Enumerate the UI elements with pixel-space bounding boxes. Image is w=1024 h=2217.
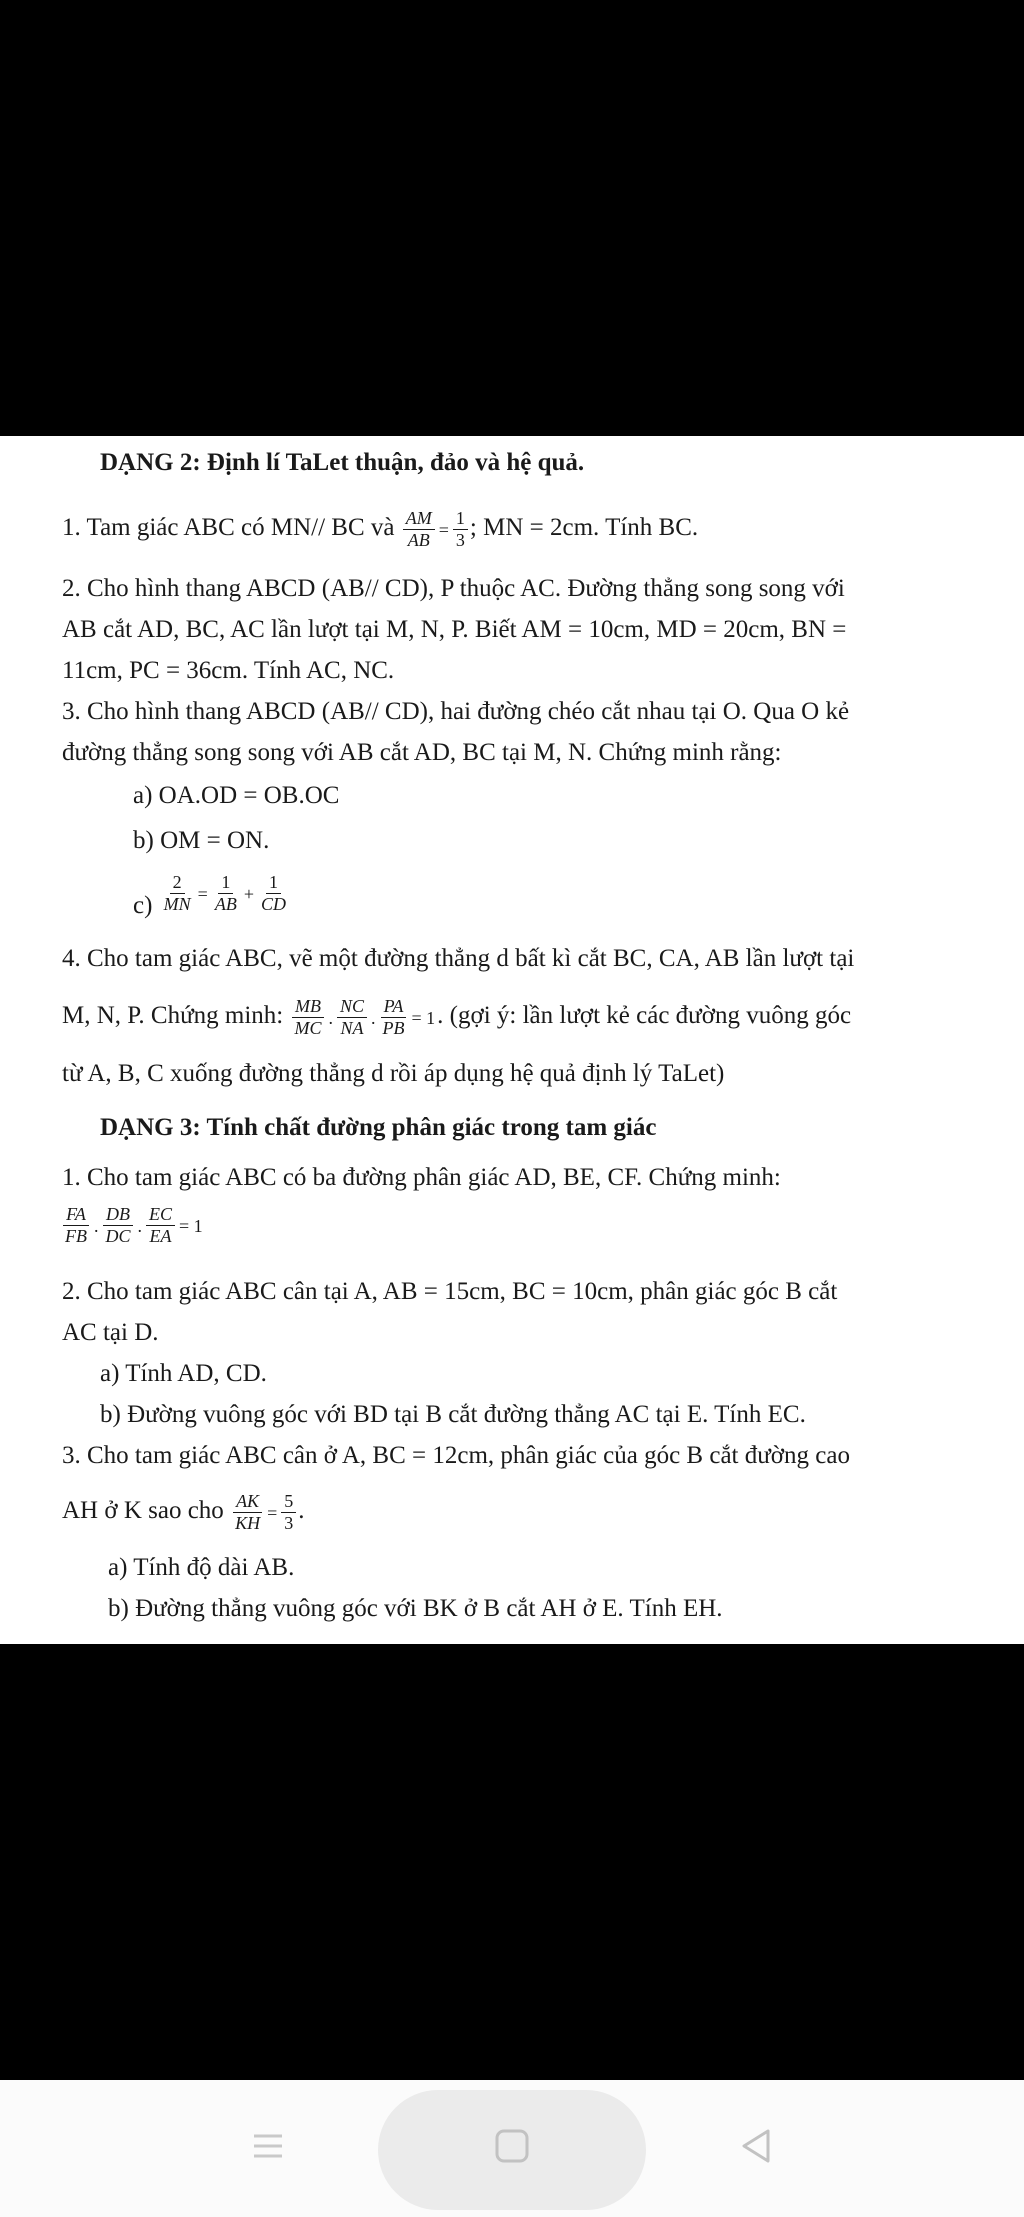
dang2-problem-2-line-2: AB cắt AD, BC, AC lần lượt tại M, N, P. Biết AM = 10cm, MD = 20cm, BN = xyxy=(62,616,847,643)
numerator: 1 xyxy=(218,872,233,894)
denominator: AB xyxy=(407,530,430,550)
dang2-problem-2-line-3: 11cm, PC = 36cm. Tính AC, NC. xyxy=(62,657,395,684)
plus-sign: + xyxy=(243,883,254,904)
denominator: DC xyxy=(105,1226,131,1246)
fraction-1-ab xyxy=(212,872,240,915)
fraction-1-cd xyxy=(258,872,289,915)
dot-operator: . xyxy=(371,1007,376,1028)
text: ; MN = 2cm. Tính BC. xyxy=(469,514,699,542)
navigation-bar xyxy=(0,2080,1024,2217)
fraction-5-3 xyxy=(281,1491,296,1534)
text: . (gợi ý: lần lượt kẻ các đường vuông góc xyxy=(437,1002,852,1030)
dang3-problem-3-part-a: a) Tính độ dài AB. xyxy=(108,1554,295,1581)
dang2-problem-3-part-b: b) OM = ON. xyxy=(133,827,270,854)
dang2-problem-2-line-1: 2. Cho hình thang ABCD (AB// CD), P thuộc AC. Đường thẳng song song với xyxy=(62,575,845,602)
back-icon[interactable] xyxy=(736,2126,776,2166)
denominator: PB xyxy=(382,1018,405,1038)
fraction-am-ab xyxy=(403,508,435,551)
numerator: 2 xyxy=(170,872,185,894)
numerator: 1 xyxy=(453,508,468,530)
fraction-nc-na xyxy=(337,996,367,1039)
equals-sign: = xyxy=(267,1502,278,1523)
fraction-fa-fb xyxy=(62,1204,90,1247)
fraction-1-3 xyxy=(453,508,468,551)
dot-operator: . xyxy=(328,1007,333,1028)
fraction-ec-ea xyxy=(146,1204,175,1247)
text: AH ở K sao cho xyxy=(62,1497,224,1525)
denominator: MC xyxy=(294,1018,322,1038)
dot-operator: . xyxy=(137,1215,143,1236)
home-icon[interactable] xyxy=(492,2126,532,2166)
fraction-2-mn xyxy=(161,872,194,915)
equals-sign: = xyxy=(438,519,449,540)
numerator: DB xyxy=(103,1204,133,1226)
dang2-problem-1 xyxy=(62,508,698,551)
dang3-problem-3-part-b: b) Đường thẳng vuông góc với BK ở B cắt AH ở E. Tính EH. xyxy=(108,1595,723,1622)
denominator: CD xyxy=(260,894,286,914)
denominator: EA xyxy=(149,1226,172,1246)
numerator: EC xyxy=(146,1204,175,1226)
dang3-problem-2-line-2: AC tại D. xyxy=(62,1319,159,1346)
numerator: MB xyxy=(292,996,324,1018)
dot-operator: . xyxy=(94,1215,99,1236)
dang2-problem-3-line-1: 3. Cho hình thang ABCD (AB// CD), hai đường chéo cắt nhau tại O. Qua O kẻ xyxy=(62,698,850,725)
dang3-problem-2-part-a: a) Tính AD, CD. xyxy=(100,1360,267,1387)
numerator: 1 xyxy=(266,872,281,894)
numerator: PA xyxy=(381,996,407,1018)
dang3-problem-3-line-1: 3. Cho tam giác ABC cân ở A, BC = 12cm, phân giác của góc B cắt đường cao xyxy=(62,1442,850,1469)
dang3-problem-2-line-1: 2. Cho tam giác ABC cân tại A, AB = 15cm, BC = 10cm, phân giác góc B cắt xyxy=(62,1278,838,1305)
denominator: FB xyxy=(65,1226,87,1246)
numerator: AK xyxy=(233,1491,262,1513)
numerator: NC xyxy=(337,996,367,1018)
dang3-heading: DẠNG 3: Tính chất đường phân giác trong tam giác xyxy=(100,1114,657,1141)
denominator: 3 xyxy=(455,530,465,550)
document-page xyxy=(0,436,1024,1644)
text: . xyxy=(298,1497,305,1525)
dang3-problem-1-line-1: 1. Cho tam giác ABC có ba đường phân giác AD, BE, CF. Chứng minh: xyxy=(62,1164,781,1191)
recent-apps-icon[interactable] xyxy=(248,2126,288,2166)
numerator: 5 xyxy=(281,1491,296,1513)
numerator: AM xyxy=(403,508,435,530)
dang2-problem-4-line-1: 4. Cho tam giác ABC, vẽ một đường thẳng d bất kì cắt BC, CA, AB lần lượt tại xyxy=(62,945,855,972)
dang3-problem-3-line-2 xyxy=(62,1491,304,1534)
dang2-heading: DẠNG 2: Định lí TaLet thuận, đảo và hệ quả. xyxy=(100,449,585,476)
fraction-pa-pb xyxy=(380,996,408,1039)
fraction-db-dc xyxy=(103,1204,134,1247)
text: M, N, P. Chứng minh: xyxy=(62,1002,284,1030)
denominator: NA xyxy=(340,1018,364,1038)
dang3-problem-2-part-b: b) Đường vuông góc với BD tại B cắt đường thẳng AC tại E. Tính EC. xyxy=(100,1401,806,1428)
denominator: AB xyxy=(214,894,237,914)
dang2-problem-3-part-a: a) OA.OD = OB.OC xyxy=(133,782,340,809)
dang2-problem-3-part-c xyxy=(133,872,291,923)
denominator: KH xyxy=(235,1513,261,1533)
fraction-mb-mc xyxy=(291,996,324,1039)
dang2-problem-4-line-2 xyxy=(62,996,851,1039)
equals-sign: = xyxy=(197,883,208,904)
numerator: FA xyxy=(63,1204,89,1226)
equals-one: = 1 xyxy=(179,1215,203,1236)
part-label: c) xyxy=(133,892,153,920)
dang2-problem-3-line-2: đường thẳng song song với AB cắt AD, BC tại M, N. Chứng minh rằng: xyxy=(62,739,782,766)
fraction-ak-kh xyxy=(232,1491,263,1534)
text: 1. Tam giác ABC có MN// BC và xyxy=(62,514,395,542)
denominator: MN xyxy=(163,894,191,914)
equals-one: = 1 xyxy=(411,1007,436,1028)
dang3-problem-1-formula xyxy=(62,1204,205,1247)
dang2-problem-4-line-3: từ A, B, C xuống đường thẳng d rồi áp dụng hệ quả định lý TaLet) xyxy=(62,1060,725,1087)
denominator: 3 xyxy=(284,1513,294,1533)
